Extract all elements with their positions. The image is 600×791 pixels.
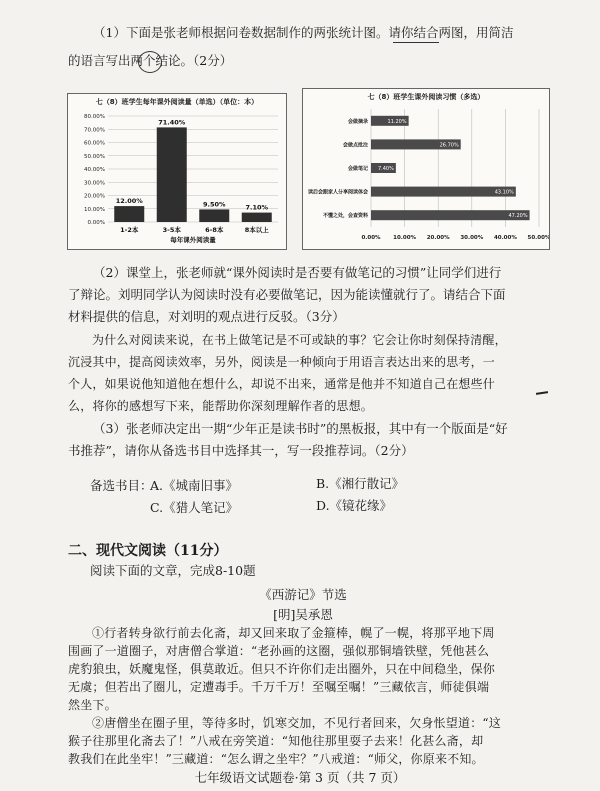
- y-tick-label: 不懂之处，会查资料: [322, 213, 368, 220]
- x-tick-label: 1-2本: [120, 226, 139, 234]
- hbar-chart-title: 七（8）班学生课外阅读习惯（多选）: [367, 93, 485, 101]
- x-tick-label: 50.00%: [527, 235, 549, 241]
- y-tick-label: 会做摘录: [347, 118, 368, 125]
- q2-answer-line3: 个人，如果说他知道他在想什么，却说不出来，通常是他并不知道自己在想些什: [68, 377, 496, 391]
- article-title: 《西游记》节选: [259, 587, 347, 602]
- q2-answer-line1: 为什么对阅读来说，在书上做笔记是不可或缺的事？它会让你时刻保持清醒，: [92, 333, 507, 347]
- data-label: 12.00%: [115, 197, 143, 206]
- x-tick-label: 8本以上: [244, 226, 269, 234]
- passage-p1-line4: 无虞；但若出了圈儿，定遭毒手。千万千万！至嘱至嘱！”三藏依言，师徒俱端: [68, 680, 490, 694]
- page-footer: 七年级语文试题卷·第 3 页（共 7 页）: [194, 770, 406, 785]
- article-author: [明]吴承恩: [273, 607, 333, 622]
- passage-p2-line1: ②唐僧坐在圈子里，等待多时，饥寒交加，不见行者回来，欠身怅望道：“这: [92, 716, 501, 730]
- x-tick-label: 20.00%: [426, 235, 450, 241]
- x-tick-label: 10.00%: [393, 235, 417, 241]
- y-tick-label: 60.00%: [84, 140, 105, 147]
- circle-mark: [138, 51, 162, 73]
- bar: [371, 210, 530, 220]
- q2-line1: （2）课堂上，张老师就“课外阅读时是否要有做笔记的习惯”让同学们进行: [93, 265, 502, 280]
- x-tick-label: 6-8本: [205, 226, 224, 234]
- x-tick-label: 3-5本: [162, 226, 181, 234]
- bar: [199, 209, 229, 222]
- passage-p1-line1: ①行者转身欲行前去化斋，却又回来取了金箍棒，幌了一幌，将那平地下周: [92, 626, 495, 640]
- data-label: 43.10%: [494, 189, 514, 196]
- x-tick-label: 0.00%: [361, 235, 381, 241]
- q2-line3: 材料提供的信息，对刘明的观点进行反驳。（3分）: [68, 309, 345, 324]
- passage-p1-line2: 围画了一道圈子，对唐僧合掌道：“老孙画的这圈，强似那铜墙铁壁，凭他甚么: [68, 644, 490, 658]
- bar-chart: [67, 93, 287, 250]
- q2-line2: 了辩论。刘明同学认为阅读时没有必要做笔记，因为能读懂就行了。请结合下面: [68, 287, 506, 302]
- q2-answer-line2: 沉浸其中，提高阅读效率，另外，阅读是一种倾向于用语言表达出来的思考，一: [68, 355, 496, 369]
- hbar-chart: [302, 88, 550, 250]
- x-tick-label: 40.00%: [493, 235, 517, 241]
- q1-text-line2: 的语言写出两个结论。（2分）: [68, 53, 233, 68]
- y-tick-label: 会做点批注: [342, 142, 368, 149]
- bar-chart-svg: [68, 94, 286, 249]
- y-tick-label: 40.00%: [84, 167, 105, 173]
- data-label: 11.20%: [387, 118, 407, 125]
- y-tick-label: 20.00%: [84, 193, 105, 200]
- x-tick-label: 30.00%: [460, 235, 484, 241]
- books-label: 备选书目：: [90, 478, 153, 493]
- data-label: 9.50%: [202, 200, 226, 209]
- hbar-chart-svg: [303, 89, 549, 249]
- book-option-a: A.《城南旧事》: [150, 478, 239, 493]
- margin-dash-mark: [536, 391, 548, 395]
- book-option-c: C.《猎人笔记》: [150, 500, 239, 515]
- bar: [242, 213, 272, 222]
- y-tick-label: 30.00%: [84, 180, 105, 187]
- book-option-d: D.《镜花缘》: [316, 498, 393, 513]
- data-label: 7.40%: [377, 166, 394, 172]
- section-2-instruction: 阅读下面的文章，完成8-10题: [90, 563, 256, 578]
- x-axis-label: 每年课外阅读量: [170, 236, 216, 244]
- passage-p1-line5: 然坐下。: [68, 698, 117, 712]
- passage-p1-line3: 虎豹狼虫，妖魔鬼怪，俱莫敢近。但只不许你们走出圈外，只在中间稳坐，保你: [68, 662, 496, 676]
- q3-line2: 书推荐”，请你从备选书目中选择其一，写一段推荐词。（2分）: [68, 443, 414, 458]
- passage-p2-line3: 教我们在此坐牢！”三藏道：“怎么谓之坐牢？”八戒道：“师父，你原来不知。: [68, 752, 484, 766]
- book-option-b: B.《湘行散记》: [316, 476, 405, 491]
- y-tick-label: 会做笔记: [347, 166, 368, 172]
- q2-answer-line4: 么，将你的感想写下来，能帮助你深刻理解作者的思想。: [68, 399, 374, 413]
- y-tick-label: 50.00%: [84, 153, 105, 160]
- bar: [114, 206, 144, 222]
- passage-p2-line2: 猴子往那里化斋去了！”八戒在旁笑道：“知他往那里耍子去来！化甚么斋，却: [68, 734, 484, 748]
- bar: [157, 127, 187, 222]
- data-label: 26.70%: [439, 142, 459, 149]
- underline-mark: [393, 42, 439, 43]
- y-tick-label: 0.00%: [87, 220, 105, 226]
- y-tick-label: 80.00%: [84, 114, 105, 120]
- q1-text-line1: （1）下面是张老师根据问卷数据制作的两张统计图。请你结合两图，用简洁: [93, 25, 514, 40]
- section-2-title: 二、现代文阅读（11分）: [68, 543, 228, 559]
- bar-chart-title: 七（8）班学生每年课外阅读量（单选）（单位：本）: [95, 98, 259, 106]
- q3-line1: （3）张老师决定出一期“少年正是读书时”的黑板报，其中有一个版面是“好: [93, 421, 508, 436]
- y-tick-label: 读后会跟家人分享阅读体会: [307, 189, 368, 196]
- data-label: 47.20%: [508, 213, 528, 220]
- data-label: 71.40%: [158, 118, 186, 127]
- y-tick-label: 10.00%: [84, 206, 105, 213]
- y-tick-label: 70.00%: [84, 127, 105, 134]
- data-label: 7.10%: [245, 203, 269, 212]
